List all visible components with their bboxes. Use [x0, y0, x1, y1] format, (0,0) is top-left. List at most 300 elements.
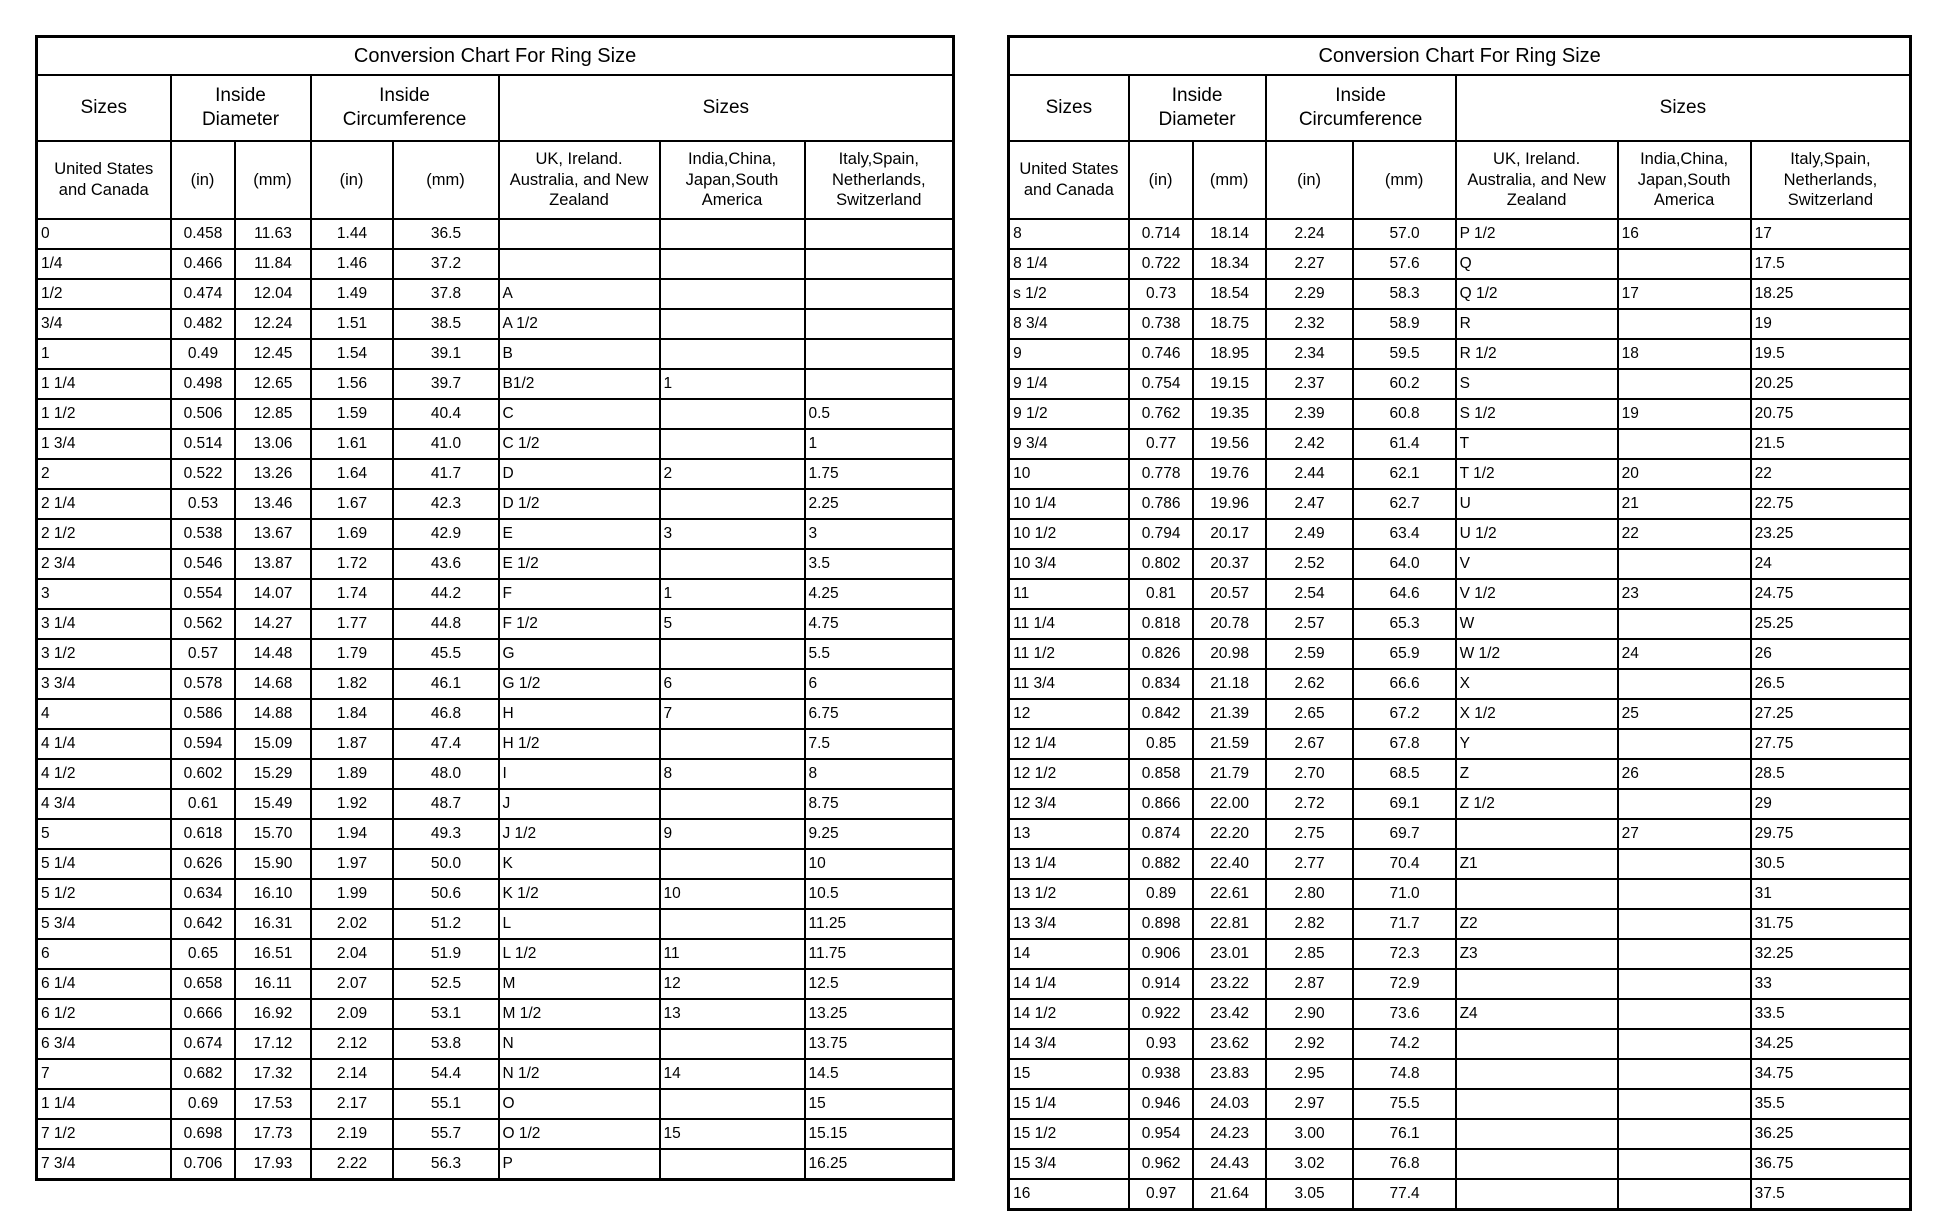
- cell: 18.54: [1193, 279, 1266, 309]
- cell: 72.3: [1353, 939, 1456, 969]
- cell: 41.0: [393, 429, 499, 459]
- group-header-sizes: Sizes: [1009, 75, 1129, 141]
- cell: 15.49: [235, 789, 311, 819]
- cell: 9 3/4: [1009, 429, 1129, 459]
- column-header-row: [37, 141, 954, 219]
- table-title-row: [37, 37, 954, 76]
- cell: 0.874: [1129, 819, 1193, 849]
- cell: 39.1: [393, 339, 499, 369]
- cell: 20.57: [1193, 579, 1266, 609]
- cell: S 1/2: [1456, 399, 1618, 429]
- cell: 10 3/4: [1009, 549, 1129, 579]
- cell: [660, 1089, 805, 1119]
- cell: 0.738: [1129, 309, 1193, 339]
- cell: 23.22: [1193, 969, 1266, 999]
- cell: 7.5: [805, 729, 954, 759]
- cell: 0.938: [1129, 1059, 1193, 1089]
- cell: [1618, 879, 1751, 909]
- cell: 47.4: [393, 729, 499, 759]
- table-row: [1009, 309, 1911, 339]
- cell: [1618, 429, 1751, 459]
- cell: 1.44: [311, 219, 393, 249]
- cell: 19.15: [1193, 369, 1266, 399]
- cell: 2.32: [1266, 309, 1353, 339]
- cell: 24.23: [1193, 1119, 1266, 1149]
- cell: 51.9: [393, 939, 499, 969]
- cell: 2.57: [1266, 609, 1353, 639]
- cell: 52.5: [393, 969, 499, 999]
- cell: 2.97: [1266, 1089, 1353, 1119]
- cell: 0.85: [1129, 729, 1193, 759]
- table-row: [1009, 669, 1911, 699]
- cell: 7: [37, 1059, 171, 1089]
- cell: 0.586: [171, 699, 235, 729]
- table-row: [37, 1089, 954, 1119]
- cell: 6 3/4: [37, 1029, 171, 1059]
- cell: 2 1/4: [37, 489, 171, 519]
- table-row: [37, 309, 954, 339]
- cell: [1456, 1089, 1618, 1119]
- cell: 21: [1618, 489, 1751, 519]
- table-body: [37, 219, 954, 1179]
- cell: 12: [1009, 699, 1129, 729]
- cell: 3.00: [1266, 1119, 1353, 1149]
- table-row: [37, 219, 954, 249]
- table-row: [1009, 819, 1911, 849]
- table-row: [1009, 1179, 1911, 1209]
- cell: 0.602: [171, 759, 235, 789]
- cell: 0.77: [1129, 429, 1193, 459]
- cell: 1.49: [311, 279, 393, 309]
- cell: 0.826: [1129, 639, 1193, 669]
- cell: 13.67: [235, 519, 311, 549]
- table-row: [1009, 729, 1911, 759]
- col-header-italy-spain: Italy,Spain, Netherlands, Switzerland: [805, 141, 954, 219]
- cell: 0.762: [1129, 399, 1193, 429]
- cell: S: [1456, 369, 1618, 399]
- cell: 3.5: [805, 549, 954, 579]
- cell: [660, 309, 805, 339]
- cell: 23.01: [1193, 939, 1266, 969]
- cell: 17.5: [1751, 249, 1911, 279]
- cell: [805, 279, 954, 309]
- cell: 17.73: [235, 1119, 311, 1149]
- cell: 2.77: [1266, 849, 1353, 879]
- table-row: [1009, 369, 1911, 399]
- table-row: [1009, 1149, 1911, 1179]
- cell: 14 3/4: [1009, 1029, 1129, 1059]
- cell: 37.8: [393, 279, 499, 309]
- cell: L 1/2: [499, 939, 660, 969]
- cell: 2.70: [1266, 759, 1353, 789]
- cell: H 1/2: [499, 729, 660, 759]
- cell: K: [499, 849, 660, 879]
- cell: 2.65: [1266, 699, 1353, 729]
- cell: 0.73: [1129, 279, 1193, 309]
- cell: 1.97: [311, 849, 393, 879]
- cell: 2.95: [1266, 1059, 1353, 1089]
- cell: 0.842: [1129, 699, 1193, 729]
- cell: 10: [805, 849, 954, 879]
- cell: 14.88: [235, 699, 311, 729]
- cell: 20.78: [1193, 609, 1266, 639]
- table-row: [1009, 339, 1911, 369]
- cell: 11 1/2: [1009, 639, 1129, 669]
- cell: 35.5: [1751, 1089, 1911, 1119]
- col-header-us-canada: United States and Canada: [37, 141, 171, 219]
- cell: 3 3/4: [37, 669, 171, 699]
- cell: 2.25: [805, 489, 954, 519]
- cell: J 1/2: [499, 819, 660, 849]
- cell: 0.866: [1129, 789, 1193, 819]
- cell: M 1/2: [499, 999, 660, 1029]
- cell: 17.53: [235, 1089, 311, 1119]
- table-row: [1009, 759, 1911, 789]
- table-row: [37, 609, 954, 639]
- cell: 14.07: [235, 579, 311, 609]
- cell: 1.82: [311, 669, 393, 699]
- cell: 0: [37, 219, 171, 249]
- cell: 16: [1009, 1179, 1129, 1209]
- table-row: [37, 789, 954, 819]
- col-header-uk-ireland: UK, Ireland. Australia, and New Zealand: [499, 141, 660, 219]
- cell: 0.506: [171, 399, 235, 429]
- cell: 14 1/2: [1009, 999, 1129, 1029]
- cell: 36.5: [393, 219, 499, 249]
- cell: [1618, 969, 1751, 999]
- cell: 0.49: [171, 339, 235, 369]
- cell: 1 1/2: [37, 399, 171, 429]
- cell: 16.51: [235, 939, 311, 969]
- cell: 22.61: [1193, 879, 1266, 909]
- cell: 1/4: [37, 249, 171, 279]
- table-row: [1009, 279, 1911, 309]
- cell: 21.59: [1193, 729, 1266, 759]
- cell: 10 1/2: [1009, 519, 1129, 549]
- cell: [660, 1029, 805, 1059]
- cell: 19.76: [1193, 459, 1266, 489]
- cell: 12 1/4: [1009, 729, 1129, 759]
- cell: 13.87: [235, 549, 311, 579]
- cell: 0.562: [171, 609, 235, 639]
- cell: 1.84: [311, 699, 393, 729]
- cell: 57.0: [1353, 219, 1456, 249]
- table-row: [37, 759, 954, 789]
- cell: 17.12: [235, 1029, 311, 1059]
- cell: 0.458: [171, 219, 235, 249]
- cell: 57.6: [1353, 249, 1456, 279]
- table-row: [37, 879, 954, 909]
- cell: 64.0: [1353, 549, 1456, 579]
- cell: 58.3: [1353, 279, 1456, 309]
- cell: 59.5: [1353, 339, 1456, 369]
- cell: 0.922: [1129, 999, 1193, 1029]
- cell: 0.754: [1129, 369, 1193, 399]
- cell: X 1/2: [1456, 699, 1618, 729]
- cell: 15.70: [235, 819, 311, 849]
- cell: 2: [660, 459, 805, 489]
- table-row: [37, 339, 954, 369]
- cell: [660, 549, 805, 579]
- cell: 19: [1618, 399, 1751, 429]
- cell: 1.59: [311, 399, 393, 429]
- cell: 0.65: [171, 939, 235, 969]
- group-header-sizes: Sizes: [37, 75, 171, 141]
- cell: 1 1/4: [37, 1089, 171, 1119]
- cell: 19.5: [1751, 339, 1911, 369]
- cell: 29: [1751, 789, 1911, 819]
- cell: 12.24: [235, 309, 311, 339]
- cell: 28.5: [1751, 759, 1911, 789]
- cell: 20.37: [1193, 549, 1266, 579]
- cell: [660, 489, 805, 519]
- cell: 0.97: [1129, 1179, 1193, 1209]
- cell: K 1/2: [499, 879, 660, 909]
- table-row: [1009, 249, 1911, 279]
- cell: 54.4: [393, 1059, 499, 1089]
- cell: 9: [1009, 339, 1129, 369]
- cell: 0.61: [171, 789, 235, 819]
- col-header-diameter-in: (in): [171, 141, 235, 219]
- cell: 2.62: [1266, 669, 1353, 699]
- cell: J: [499, 789, 660, 819]
- cell: [499, 249, 660, 279]
- cell: 74.8: [1353, 1059, 1456, 1089]
- table-row: [1009, 1119, 1911, 1149]
- col-header-diameter-mm: (mm): [235, 141, 311, 219]
- cell: 15.90: [235, 849, 311, 879]
- cell: [1618, 939, 1751, 969]
- cell: 0.658: [171, 969, 235, 999]
- table-row: [1009, 489, 1911, 519]
- table-row: [37, 489, 954, 519]
- cell: 18.75: [1193, 309, 1266, 339]
- cell: 12.04: [235, 279, 311, 309]
- cell: Y: [1456, 729, 1618, 759]
- table-row: [37, 1149, 954, 1179]
- cell: 69.1: [1353, 789, 1456, 819]
- cell: [660, 249, 805, 279]
- cell: 2.37: [1266, 369, 1353, 399]
- cell: B: [499, 339, 660, 369]
- cell: 22.75: [1751, 489, 1911, 519]
- cell: [660, 1149, 805, 1179]
- cell: 2.59: [1266, 639, 1353, 669]
- cell: 0.594: [171, 729, 235, 759]
- cell: [1618, 309, 1751, 339]
- cell: 19.35: [1193, 399, 1266, 429]
- cell: 18: [1618, 339, 1751, 369]
- cell: [1618, 1149, 1751, 1179]
- cell: 0.482: [171, 309, 235, 339]
- cell: 24.43: [1193, 1149, 1266, 1179]
- cell: 0.554: [171, 579, 235, 609]
- cell: 6: [805, 669, 954, 699]
- cell: 1.99: [311, 879, 393, 909]
- cell: 14.48: [235, 639, 311, 669]
- table-row: [37, 939, 954, 969]
- cell: Q 1/2: [1456, 279, 1618, 309]
- cell: 2.47: [1266, 489, 1353, 519]
- cell: 17: [1751, 219, 1911, 249]
- cell: 26: [1618, 759, 1751, 789]
- cell: 71.7: [1353, 909, 1456, 939]
- cell: 13: [1009, 819, 1129, 849]
- cell: [1618, 1029, 1751, 1059]
- cell: 2.67: [1266, 729, 1353, 759]
- cell: 19: [1751, 309, 1911, 339]
- cell: 2.49: [1266, 519, 1353, 549]
- cell: 1.94: [311, 819, 393, 849]
- cell: [1618, 909, 1751, 939]
- cell: 2.27: [1266, 249, 1353, 279]
- cell: [805, 339, 954, 369]
- cell: 77.4: [1353, 1179, 1456, 1209]
- cell: 0.69: [171, 1089, 235, 1119]
- cell: 0.498: [171, 369, 235, 399]
- cell: O: [499, 1089, 660, 1119]
- cell: H: [499, 699, 660, 729]
- cell: 4.25: [805, 579, 954, 609]
- cell: 65.9: [1353, 639, 1456, 669]
- cell: 38.5: [393, 309, 499, 339]
- table-row: [1009, 1059, 1911, 1089]
- cell: 0.794: [1129, 519, 1193, 549]
- cell: [1456, 969, 1618, 999]
- cell: 16.10: [235, 879, 311, 909]
- cell: [660, 219, 805, 249]
- cell: 66.6: [1353, 669, 1456, 699]
- cell: 13 1/2: [1009, 879, 1129, 909]
- cell: 0.946: [1129, 1089, 1193, 1119]
- cell: 36.25: [1751, 1119, 1911, 1149]
- table-row: [37, 459, 954, 489]
- table-row: [37, 279, 954, 309]
- cell: [660, 909, 805, 939]
- table-row: [1009, 219, 1911, 249]
- cell: 0.53: [171, 489, 235, 519]
- table-row: [1009, 849, 1911, 879]
- cell: 15.09: [235, 729, 311, 759]
- cell: [1456, 1119, 1618, 1149]
- cell: I: [499, 759, 660, 789]
- cell: 11 3/4: [1009, 669, 1129, 699]
- cell: 1.77: [311, 609, 393, 639]
- cell: 1.92: [311, 789, 393, 819]
- cell: 50.6: [393, 879, 499, 909]
- cell: 5.5: [805, 639, 954, 669]
- cell: 42.3: [393, 489, 499, 519]
- cell: 15.29: [235, 759, 311, 789]
- cell: 2.75: [1266, 819, 1353, 849]
- cell: P 1/2: [1456, 219, 1618, 249]
- cell: 2.07: [311, 969, 393, 999]
- column-header-row: [1009, 141, 1911, 219]
- cell: 18.25: [1751, 279, 1911, 309]
- cell: 18.95: [1193, 339, 1266, 369]
- cell: R: [1456, 309, 1618, 339]
- cell: 19.96: [1193, 489, 1266, 519]
- cell: 2.34: [1266, 339, 1353, 369]
- cell: 1.61: [311, 429, 393, 459]
- cell: 3.05: [1266, 1179, 1353, 1209]
- cell: 55.7: [393, 1119, 499, 1149]
- table-row: [37, 549, 954, 579]
- cell: [1618, 1119, 1751, 1149]
- cell: 69.7: [1353, 819, 1456, 849]
- cell: 44.8: [393, 609, 499, 639]
- table-row: [1009, 429, 1911, 459]
- table-row: [37, 429, 954, 459]
- cell: 26: [1751, 639, 1911, 669]
- cell: [1618, 849, 1751, 879]
- cell: 22.20: [1193, 819, 1266, 849]
- cell: A 1/2: [499, 309, 660, 339]
- col-header-circumference-in: (in): [1266, 141, 1353, 219]
- cell: 0.786: [1129, 489, 1193, 519]
- cell: 7 1/2: [37, 1119, 171, 1149]
- cell: 1.79: [311, 639, 393, 669]
- cell: X: [1456, 669, 1618, 699]
- cell: 0.466: [171, 249, 235, 279]
- cell: [1456, 1149, 1618, 1179]
- cell: 36.75: [1751, 1149, 1911, 1179]
- cell: 62.7: [1353, 489, 1456, 519]
- group-header-sizes-intl: Sizes: [499, 75, 954, 141]
- table-row: [1009, 969, 1911, 999]
- cell: 2.17: [311, 1089, 393, 1119]
- cell: 25.25: [1751, 609, 1911, 639]
- cell: 23: [1618, 579, 1751, 609]
- cell: 2.90: [1266, 999, 1353, 1029]
- cell: 45.5: [393, 639, 499, 669]
- cell: V: [1456, 549, 1618, 579]
- cell: 3: [37, 579, 171, 609]
- cell: 13.06: [235, 429, 311, 459]
- cell: 10 1/4: [1009, 489, 1129, 519]
- cell: 33.5: [1751, 999, 1911, 1029]
- cell: 0.834: [1129, 669, 1193, 699]
- table-row: [37, 669, 954, 699]
- cell: 0.626: [171, 849, 235, 879]
- cell: 2.19: [311, 1119, 393, 1149]
- cell: 7: [660, 699, 805, 729]
- cell: 23.25: [1751, 519, 1911, 549]
- cell: 11.75: [805, 939, 954, 969]
- cell: [1618, 729, 1751, 759]
- cell: 2.24: [1266, 219, 1353, 249]
- cell: 11.84: [235, 249, 311, 279]
- cell: s 1/2: [1009, 279, 1129, 309]
- cell: 2.14: [311, 1059, 393, 1089]
- cell: 3/4: [37, 309, 171, 339]
- cell: 1 1/4: [37, 369, 171, 399]
- cell: Z2: [1456, 909, 1618, 939]
- cell: 55.1: [393, 1089, 499, 1119]
- cell: 11: [1009, 579, 1129, 609]
- cell: 3.02: [1266, 1149, 1353, 1179]
- table-row: [37, 1119, 954, 1149]
- cell: 37.5: [1751, 1179, 1911, 1209]
- cell: 9 1/4: [1009, 369, 1129, 399]
- cell: 56.3: [393, 1149, 499, 1179]
- table-row: [1009, 1089, 1911, 1119]
- table-row: [37, 1059, 954, 1089]
- cell: 0.778: [1129, 459, 1193, 489]
- cell: 2 3/4: [37, 549, 171, 579]
- cell: 0.906: [1129, 939, 1193, 969]
- col-header-circumference-in: (in): [311, 141, 393, 219]
